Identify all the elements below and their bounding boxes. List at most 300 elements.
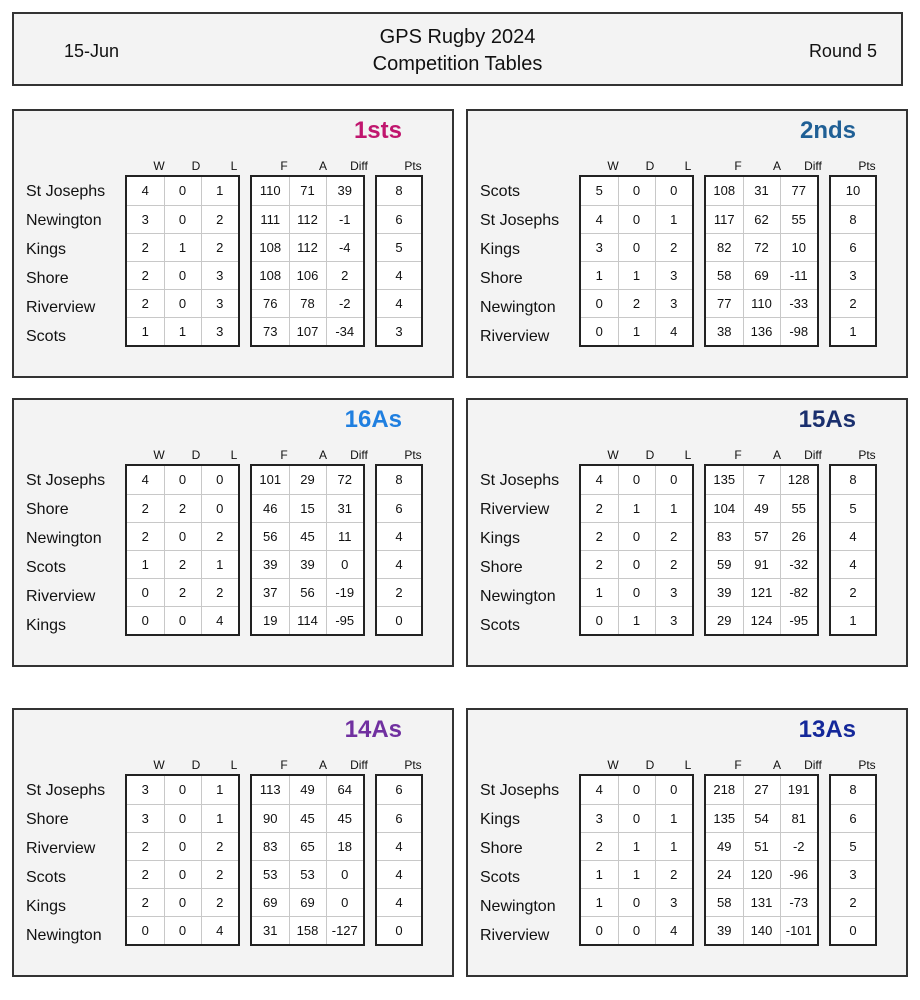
team-list (26, 776, 105, 950)
team-name: Scots (26, 559, 67, 576)
cell-l: 4 (216, 612, 224, 628)
column-header: W (153, 448, 165, 462)
cell-a: 110 (743, 289, 780, 317)
cell-f: 113 (252, 776, 289, 804)
team-name: Shore (26, 270, 69, 287)
cell-w: 0 (581, 317, 618, 345)
table-row (127, 578, 238, 606)
team-name: Shore (480, 559, 523, 576)
table-row (831, 522, 875, 550)
cell-d: 1 (618, 832, 655, 860)
table-row (581, 776, 692, 804)
table-row (706, 550, 817, 578)
cell-w: 2 (581, 494, 618, 522)
cell-d: 0 (164, 205, 201, 233)
table-row (706, 888, 817, 916)
team-list (26, 177, 105, 351)
cell-l: 1 (655, 832, 692, 860)
team-name: Riverview (26, 840, 96, 857)
column-header: L (230, 758, 238, 772)
cell-a: 136 (743, 317, 780, 345)
table-row (252, 466, 363, 494)
team-name: Kings (480, 530, 521, 547)
cell-l: 3 (201, 289, 238, 317)
team-name: St Josephs (480, 782, 560, 799)
cell-f: 83 (252, 832, 289, 860)
cell-pts: 4 (831, 550, 875, 578)
cell-w: 4 (581, 466, 618, 494)
cell-pts: 4 (377, 550, 421, 578)
table-row (831, 233, 875, 261)
team-name: Scots (26, 328, 67, 345)
table-row (127, 916, 238, 944)
cell-d: 0 (618, 776, 655, 804)
column-header: A (772, 159, 781, 173)
cell-w: 1 (581, 860, 618, 888)
cell-l: 1 (201, 804, 238, 832)
cell-diff: -32 (780, 550, 817, 578)
table-row (127, 289, 238, 317)
cell-f: 135 (706, 804, 743, 832)
cell-a: 106 (289, 261, 326, 289)
cell-diff: 72 (326, 466, 363, 494)
table-row (252, 578, 363, 606)
cell-f: 59 (706, 550, 743, 578)
cell-d: 2 (164, 578, 201, 606)
cell-w: 2 (127, 494, 164, 522)
table-row (831, 466, 875, 494)
table-row (831, 916, 875, 944)
cell-f: 39 (252, 550, 289, 578)
cell-l: 3 (655, 289, 692, 317)
table-row (831, 289, 875, 317)
cell-l: 1 (655, 494, 692, 522)
cell-a: 91 (743, 550, 780, 578)
table-row (831, 578, 875, 606)
cell-a: 54 (743, 804, 780, 832)
cell-w: 2 (581, 832, 618, 860)
cell-a: 31 (743, 177, 780, 205)
cell-l: 2 (201, 522, 238, 550)
points-grid (375, 774, 423, 946)
cell-pts: 4 (377, 860, 421, 888)
column-header: A (772, 758, 781, 772)
points-grid (829, 175, 877, 347)
cell-d: 0 (618, 550, 655, 578)
table-row (581, 832, 692, 860)
page-header (12, 12, 903, 86)
table-row (127, 606, 238, 634)
column-header: W (607, 448, 619, 462)
team-name: Scots (26, 869, 67, 886)
cell-f: 31 (252, 916, 289, 944)
team-name: Newington (480, 898, 556, 915)
column-header: W (607, 758, 619, 772)
table-row (377, 916, 421, 944)
cell-d: 1 (618, 261, 655, 289)
cell-d: 0 (618, 233, 655, 261)
cell-a: 39 (289, 550, 326, 578)
table-row (377, 317, 421, 345)
cell-diff: -127 (331, 922, 358, 938)
table-row (252, 550, 363, 578)
cell-d: 0 (164, 860, 201, 888)
table-row (831, 832, 875, 860)
cell-a: 65 (289, 832, 326, 860)
table-row (252, 522, 363, 550)
cell-pts: 8 (831, 776, 875, 804)
team-name: Riverview (480, 501, 550, 518)
points-grid (829, 464, 877, 636)
cell-pts: 4 (831, 522, 875, 550)
cell-d: 0 (618, 466, 655, 494)
table-row (252, 233, 363, 261)
table-row (831, 606, 875, 634)
column-header: D (645, 758, 655, 772)
cell-a: 49 (743, 494, 780, 522)
cell-pts: 4 (377, 261, 421, 289)
wdl-grid (579, 175, 694, 347)
column-header: F (280, 448, 288, 462)
cell-pts: 6 (377, 494, 421, 522)
table-row (706, 776, 817, 804)
table-row (831, 317, 875, 345)
scores-grid (704, 175, 819, 347)
cell-diff: -73 (780, 888, 817, 916)
cell-pts: 6 (831, 233, 875, 261)
cell-d: 0 (618, 804, 655, 832)
team-name: Kings (26, 898, 67, 915)
table-row (252, 177, 363, 205)
cell-f: 46 (252, 494, 289, 522)
page-title-line2: Competition Tables (372, 53, 543, 75)
cell-w: 4 (127, 466, 164, 494)
table-row (377, 466, 421, 494)
team-name: Riverview (26, 588, 96, 605)
team-list (480, 776, 559, 950)
table-row (581, 804, 692, 832)
table-panel-1sts (12, 109, 454, 378)
cell-f: 69 (252, 888, 289, 916)
table-row (127, 804, 238, 832)
table-row (831, 261, 875, 289)
cell-d: 0 (164, 289, 201, 317)
cell-d: 0 (164, 916, 201, 944)
cell-a: 29 (289, 466, 326, 494)
cell-l: 1 (201, 776, 238, 804)
table-panel-14as (12, 708, 454, 977)
team-name: Newington (26, 530, 102, 547)
cell-pts: 6 (377, 776, 421, 804)
scores-grid (250, 774, 365, 946)
table-row (706, 578, 817, 606)
cell-pts: 6 (831, 804, 875, 832)
table-row (831, 776, 875, 804)
column-header: Diff (804, 758, 822, 772)
cell-d: 1 (164, 317, 201, 345)
team-name: Kings (26, 617, 67, 634)
table-row (252, 494, 363, 522)
table-panel-15as (466, 398, 908, 667)
team-name: Shore (480, 840, 523, 857)
column-header: Pts (858, 448, 876, 462)
cell-f: 39 (706, 916, 743, 944)
cell-a: 51 (743, 832, 780, 860)
points-grid (375, 464, 423, 636)
cell-diff: -95 (789, 612, 809, 628)
cell-f: 117 (706, 205, 743, 233)
table-row (706, 466, 817, 494)
cell-pts: 4 (377, 888, 421, 916)
cell-d: 0 (164, 832, 201, 860)
cell-pts: 2 (377, 578, 421, 606)
table-row (377, 606, 421, 634)
cell-f: 108 (252, 233, 289, 261)
cell-pts: 2 (831, 888, 875, 916)
table-row (377, 494, 421, 522)
cell-a: 62 (743, 205, 780, 233)
cell-f: 38 (706, 317, 743, 345)
cell-w: 3 (127, 776, 164, 804)
column-header: F (734, 758, 742, 772)
team-name: Shore (26, 811, 69, 828)
cell-w: 3 (581, 804, 618, 832)
table-row (377, 860, 421, 888)
cell-diff: 55 (780, 205, 817, 233)
team-name: St Josephs (26, 183, 106, 200)
cell-d: 0 (618, 177, 655, 205)
cell-a: 69 (743, 261, 780, 289)
cell-w: 0 (581, 916, 618, 944)
table-row (831, 550, 875, 578)
cell-d: 0 (164, 776, 201, 804)
cell-l: 0 (655, 776, 692, 804)
cell-l: 4 (670, 323, 678, 339)
column-header: L (684, 758, 692, 772)
cell-l: 2 (201, 888, 238, 916)
cell-f: 58 (706, 261, 743, 289)
cell-f: 39 (706, 578, 743, 606)
table-row (581, 916, 692, 944)
column-header: Pts (404, 159, 422, 173)
team-name: St Josephs (26, 472, 106, 489)
table-row (581, 205, 692, 233)
table-row (581, 494, 692, 522)
cell-a: 158 (289, 916, 326, 944)
cell-a: 45 (289, 522, 326, 550)
column-header: Diff (350, 758, 368, 772)
team-list (26, 466, 105, 640)
cell-a: 124 (743, 606, 780, 634)
column-header: D (191, 448, 201, 462)
cell-l: 4 (216, 922, 224, 938)
table-row (581, 578, 692, 606)
table-row (831, 177, 875, 205)
scores-grid (704, 774, 819, 946)
page-title-line1: GPS Rugby 2024 (379, 26, 536, 48)
column-header: Pts (404, 758, 422, 772)
team-name: Riverview (480, 328, 550, 345)
cell-a: 112 (289, 205, 326, 233)
cell-pts: 0 (395, 922, 403, 938)
team-list (480, 466, 559, 640)
table-title: 2nds (799, 117, 856, 144)
column-header: Pts (404, 448, 422, 462)
cell-w: 3 (127, 205, 164, 233)
cell-l: 2 (201, 832, 238, 860)
cell-d: 1 (618, 494, 655, 522)
table-row (831, 205, 875, 233)
cell-f: 49 (706, 832, 743, 860)
table-panel-2nds (466, 109, 908, 378)
cell-pts: 0 (849, 922, 857, 938)
team-name: Shore (480, 270, 523, 287)
column-header: Pts (858, 758, 876, 772)
table-row (581, 261, 692, 289)
cell-l: 3 (655, 888, 692, 916)
table-row (127, 550, 238, 578)
table-row (377, 776, 421, 804)
cell-w: 0 (127, 578, 164, 606)
table-row (581, 522, 692, 550)
team-name: Newington (480, 299, 556, 316)
column-header: Diff (350, 448, 368, 462)
cell-d: 0 (164, 522, 201, 550)
cell-l: 2 (201, 578, 238, 606)
table-row (127, 860, 238, 888)
cell-l: 3 (201, 261, 238, 289)
header-round: Round 5 (808, 41, 877, 61)
cell-f: 135 (706, 466, 743, 494)
cell-pts: 5 (831, 832, 875, 860)
cell-d: 2 (618, 289, 655, 317)
cell-d: 0 (618, 522, 655, 550)
table-row (377, 804, 421, 832)
cell-d: 2 (164, 550, 201, 578)
cell-pts: 10 (831, 177, 875, 205)
cell-w: 1 (581, 578, 618, 606)
table-title: 14As (344, 716, 402, 743)
team-name: Scots (480, 869, 521, 886)
cell-l: 3 (655, 261, 692, 289)
column-header: W (607, 159, 619, 173)
team-list (480, 177, 559, 351)
table-row (706, 804, 817, 832)
cell-diff: -2 (780, 832, 817, 860)
table-row (706, 177, 817, 205)
table-row (127, 261, 238, 289)
column-header: A (318, 159, 327, 173)
cell-d: 0 (618, 578, 655, 606)
column-header: A (318, 448, 327, 462)
table-row (581, 177, 692, 205)
cell-l: 0 (655, 177, 692, 205)
cell-diff: 191 (780, 776, 817, 804)
cell-a: 78 (289, 289, 326, 317)
cell-diff: -98 (789, 323, 809, 339)
cell-f: 108 (706, 177, 743, 205)
cell-d: 0 (164, 261, 201, 289)
cell-diff: 81 (780, 804, 817, 832)
table-row (706, 832, 817, 860)
cell-diff: 18 (326, 832, 363, 860)
table-row (706, 261, 817, 289)
cell-w: 2 (127, 888, 164, 916)
cell-l: 1 (655, 205, 692, 233)
cell-a: 27 (743, 776, 780, 804)
table-row (581, 233, 692, 261)
cell-f: 56 (252, 522, 289, 550)
scores-grid (704, 464, 819, 636)
table-row (706, 233, 817, 261)
table-row (706, 606, 817, 634)
cell-f: 90 (252, 804, 289, 832)
cell-f: 101 (252, 466, 289, 494)
cell-d: 0 (618, 888, 655, 916)
cell-f: 108 (252, 261, 289, 289)
table-row (377, 261, 421, 289)
table-row (127, 832, 238, 860)
cell-f: 110 (252, 177, 289, 205)
column-header: Diff (350, 159, 368, 173)
cell-w: 4 (581, 776, 618, 804)
column-header: Pts (858, 159, 876, 173)
cell-w: 0 (581, 606, 618, 634)
table-title: 16As (344, 406, 402, 433)
cell-diff: 26 (780, 522, 817, 550)
cell-pts: 6 (377, 205, 421, 233)
cell-pts: 4 (377, 522, 421, 550)
cell-diff: 0 (326, 860, 363, 888)
cell-a: 53 (289, 860, 326, 888)
table-row (581, 888, 692, 916)
cell-diff: 77 (780, 177, 817, 205)
table-panel-16as (12, 398, 454, 667)
cell-a: 45 (289, 804, 326, 832)
cell-diff: -95 (335, 612, 355, 628)
column-header: Diff (804, 448, 822, 462)
cell-d: 0 (164, 177, 201, 205)
team-name: Scots (480, 183, 521, 200)
cell-pts: 8 (377, 177, 421, 205)
cell-pts: 1 (849, 323, 857, 339)
cell-w: 5 (581, 177, 618, 205)
wdl-grid (579, 774, 694, 946)
table-row (377, 205, 421, 233)
cell-a: 57 (743, 522, 780, 550)
cell-d: 1 (618, 606, 655, 634)
table-row (706, 916, 817, 944)
team-name: Riverview (26, 299, 96, 316)
cell-diff: 0 (326, 550, 363, 578)
cell-w: 2 (127, 860, 164, 888)
table-row (581, 550, 692, 578)
cell-w: 0 (581, 289, 618, 317)
points-grid (375, 175, 423, 347)
column-header: F (280, 758, 288, 772)
column-header: D (191, 159, 201, 173)
table-row (127, 522, 238, 550)
column-header: D (191, 758, 201, 772)
cell-w: 2 (127, 522, 164, 550)
cell-diff: -82 (780, 578, 817, 606)
cell-diff: 39 (326, 177, 363, 205)
cell-pts: 2 (831, 578, 875, 606)
table-row (706, 317, 817, 345)
cell-a: 107 (289, 317, 326, 345)
cell-pts: 8 (831, 205, 875, 233)
cell-f: 83 (706, 522, 743, 550)
